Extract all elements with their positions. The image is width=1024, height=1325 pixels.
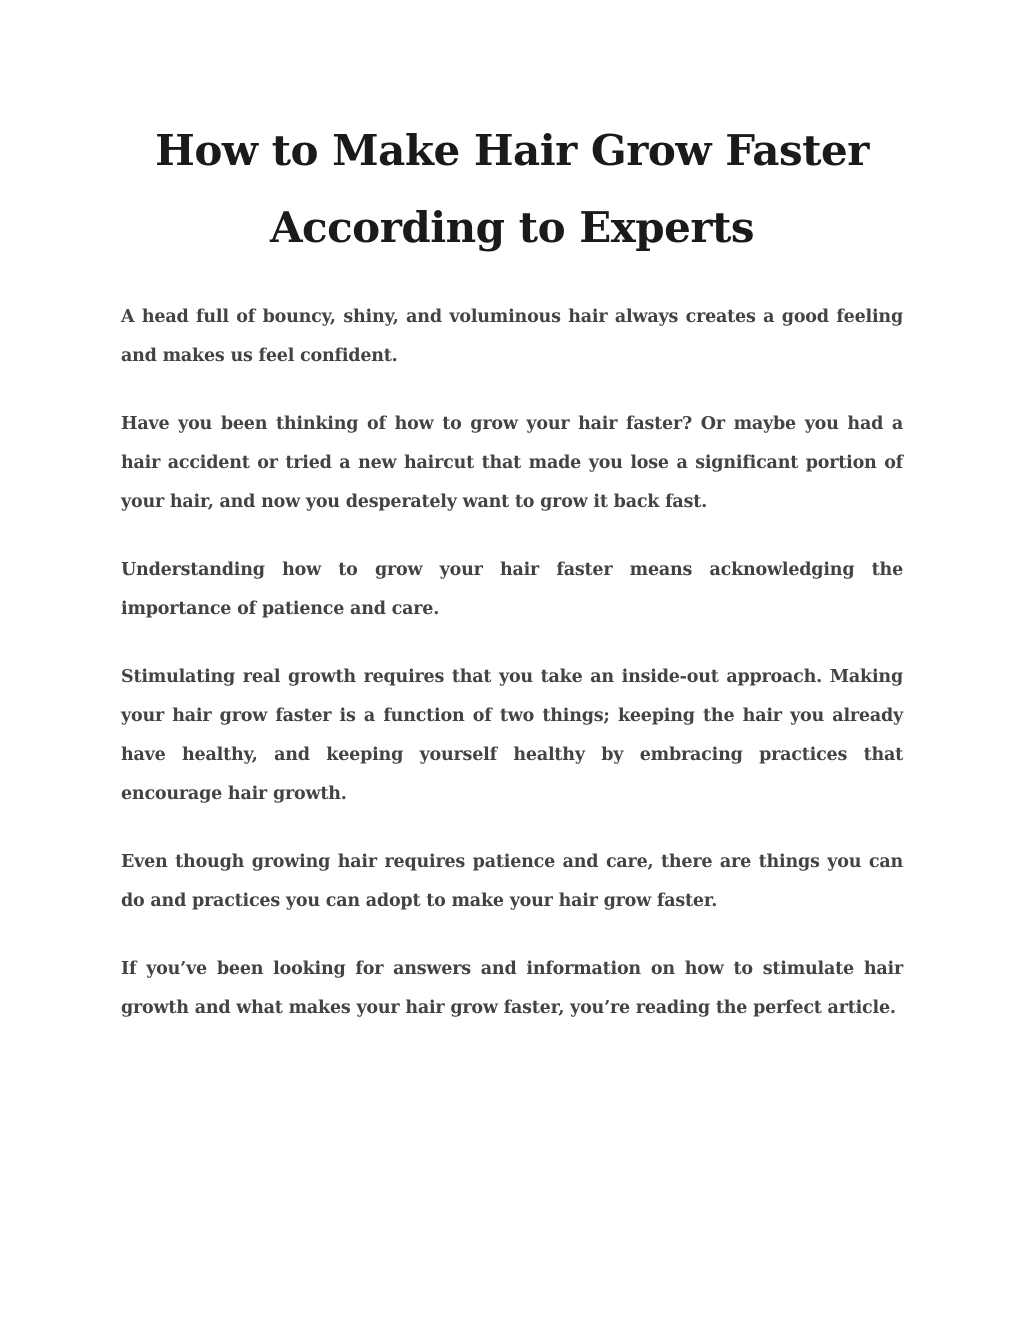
paragraph-closing: If you’ve been looking for answers and information on how to stimulate hair growth and what makes your hair grow faster, you’re reading the perfect article. [121, 959, 903, 1018]
paragraph-approach: Stimulating real growth requires that you take an inside-out approach. Making your hair grow faster is a function of two things; keeping the hair you already have healthy, and keeping yourself healthy by embracing practices that encourage hair growth. [121, 667, 903, 804]
title-line-2: According to Experts [269, 203, 755, 252]
paragraph-intro: A head full of bouncy, shiny, and voluminous hair always creates a good feeling and makes us feel confident. [121, 307, 903, 366]
paragraph-practices: Even though growing hair requires patience and care, there are things you can do and practices you can adopt to make your hair grow faster. [121, 852, 903, 911]
article-body [121, 298, 903, 1057]
title-line-1: How to Make Hair Grow Faster [155, 126, 869, 175]
paragraph-patience: Understanding how to grow your hair faster means acknowledging the importance of patience and care. [121, 560, 903, 619]
page-title [100, 112, 924, 266]
paragraph-question: Have you been thinking of how to grow your hair faster? Or maybe you had a hair accident or tried a new haircut that made you lose a significant portion of your hair, and now you desperately want to grow it back fast. [121, 414, 903, 512]
